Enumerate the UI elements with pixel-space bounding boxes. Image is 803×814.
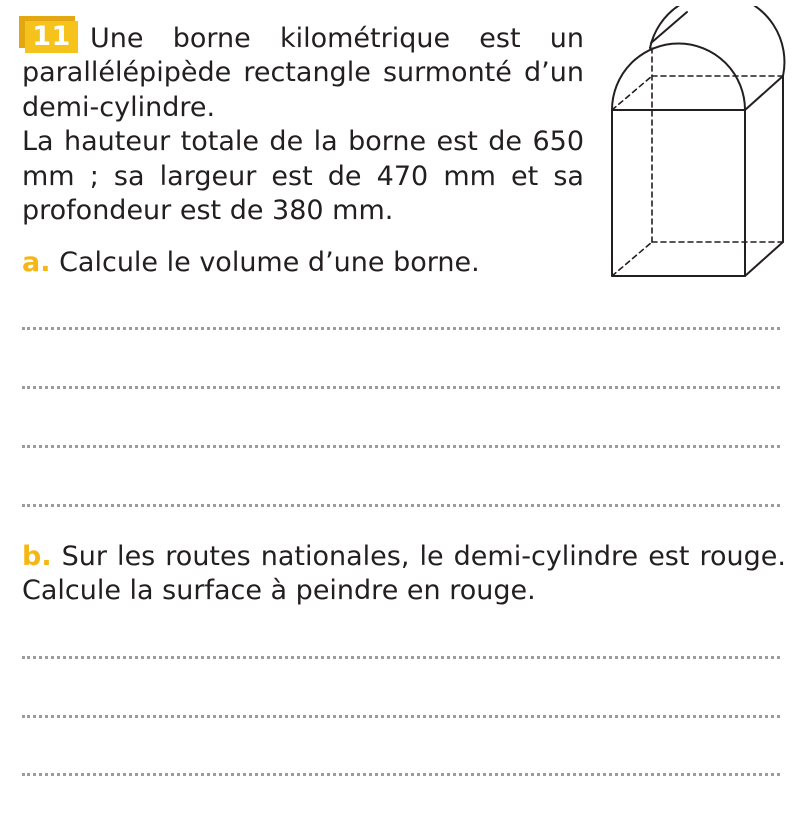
intro-line-1: Une borne kilométrique est un [90, 23, 584, 54]
intro-line-4: La hauteur totale de la borne est de [22, 126, 523, 158]
exercise-number: 11 [25, 21, 78, 53]
question-a [22, 246, 602, 280]
answer-line-b-3[interactable] [22, 773, 780, 776]
question-b-letter: b. [22, 541, 52, 572]
right-top-edge [745, 76, 783, 110]
question-b-text: Sur les routes nationales, le demi-cylindre est rouge. Calcule la surface à peindre en rouge. [22, 541, 786, 606]
front-face [612, 110, 745, 276]
answer-line-b-1[interactable] [22, 656, 780, 659]
intro-line-5: 650 mm ; sa largeur est de 470 mm [22, 126, 585, 192]
intro-line-3: d’un demi-cylindre. [22, 57, 584, 123]
cylinder-top-edge [651, 12, 687, 43]
question-a-text: Calcule le volume d’une borne. [59, 247, 480, 278]
exercise-statement [22, 22, 584, 228]
answer-line-a-4[interactable] [22, 504, 780, 507]
intro-line-2: parallélépipède rectangle surmonté [22, 57, 512, 89]
question-b [22, 540, 786, 608]
answer-line-b-2[interactable] [22, 715, 780, 718]
intro-line-6: et sa profondeur est de 380 mm. [22, 160, 584, 227]
back-arc [650, 6, 784, 76]
right-bottom-edge [745, 242, 783, 276]
question-a-letter: a. [22, 247, 51, 278]
hidden-edges [612, 48, 783, 276]
answer-line-a-2[interactable] [22, 386, 780, 389]
answer-line-a-1[interactable] [22, 327, 780, 330]
borne-figure [610, 6, 800, 282]
answer-line-a-3[interactable] [22, 445, 780, 448]
